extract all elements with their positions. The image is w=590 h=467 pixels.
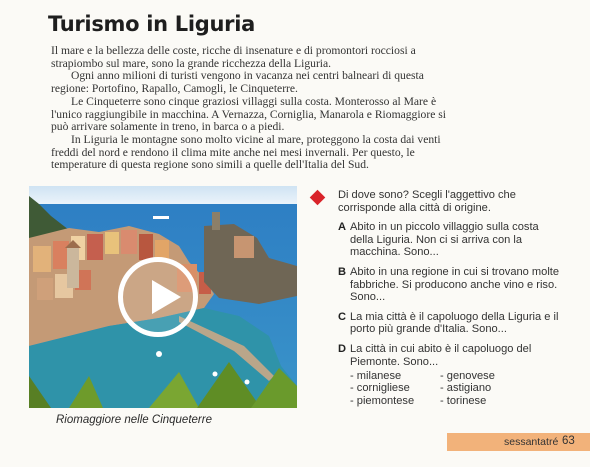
page-footer <box>447 433 590 451</box>
video-thumbnail[interactable] <box>29 186 297 408</box>
paragraph: In Liguria le montagne sono molto vicine al mare, proteggono la costa dai venti freddi del nord e rendono il clima mite anche nei mesi invernali. Per questo, le temperature di questa regione sono simili a quelle dell'Italia del Sud. <box>51 132 441 172</box>
option: - genovese <box>440 370 495 383</box>
option: - milanese <box>350 370 402 383</box>
page-number-word: sessantatré <box>504 436 559 448</box>
item-letter: A <box>338 221 347 234</box>
option: - piemontese <box>350 394 415 407</box>
play-icon <box>152 280 181 314</box>
exercise-item <box>338 343 563 407</box>
photo-caption: Riomaggiore nelle Cinqueterre <box>56 414 212 426</box>
answer-options <box>350 370 563 407</box>
paragraph: Le Cinqueterre sono cinque graziosi villaggi sulla costa. Monterosso al Mare è l'unico raggiungibile in macchina. A Vernazza, Corniglia, Manarola e Riomaggiore si può arrivare solamente in treno, in barca o a piedi. <box>51 94 446 134</box>
exercise-item <box>338 266 563 304</box>
paragraph: Ogni anno milioni di turisti vengono in vacanza nei centri balneari di questa regione: Portofino, Rapallo, Camogli, le Cinqueterre. <box>51 69 424 96</box>
options-left <box>350 370 440 407</box>
paragraph: Il mare e la bellezza delle coste, ricche di insenature e di promontori rocciosi a strapiombo sul mare, sono la grande ricchezza della Liguria. <box>51 44 416 70</box>
option: - cornigliese <box>350 382 410 395</box>
item-text: Abito in un piccolo villaggio sulla costa della Liguria. Non ci si arriva con la macchina. Sono... <box>350 221 539 259</box>
item-text: Abito in una regione in cui si trovano molte fabbriche. Si producono anche vino e riso. Sono... <box>350 265 560 304</box>
article-text <box>51 45 451 172</box>
exercise-item <box>338 311 563 336</box>
exercise-instruction: Di dove sono? Scegli l'aggettivo che corrisponde alla città di origine. <box>338 189 516 214</box>
item-letter: C <box>338 310 347 323</box>
item-text: La città in cui abito è il capoluogo del Piemonte. Sono... <box>350 342 532 368</box>
options-right <box>440 370 530 407</box>
exercise <box>338 189 563 414</box>
item-letter: B <box>338 265 347 278</box>
exercise-marker-icon <box>310 190 326 206</box>
item-letter: D <box>338 342 347 355</box>
item-text: La mia città è il capoluogo della Liguria e il porto più grande d'Italia. Sono... <box>350 310 559 336</box>
option: - torinese <box>440 394 487 407</box>
option: - astigiano <box>440 382 492 395</box>
page-number: 63 <box>562 435 575 447</box>
play-button[interactable] <box>118 257 198 337</box>
page-title: Turismo in Liguria <box>48 12 255 36</box>
exercise-item <box>338 221 563 259</box>
